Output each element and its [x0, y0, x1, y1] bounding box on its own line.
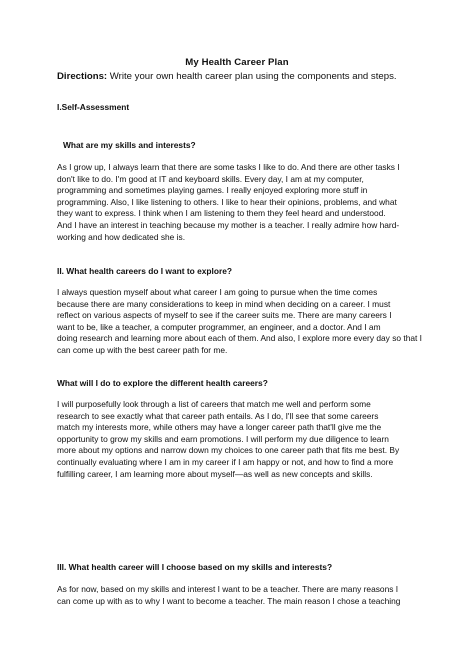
paragraph-line: they want to express. I think when I am listening to them they feel heard and understood.	[57, 208, 386, 219]
directions-text: Write your own health career plan using the components and steps.	[107, 71, 397, 82]
paragraph-line: more about my options and narrow down my choices to one career path that fits me best. By	[57, 445, 400, 456]
paragraph-line: As for now, based on my skills and interest I want to be a teacher. There are many reasons I	[57, 584, 399, 594]
paragraph-line: opportunity to grow my skills and earn promotions. I will perform my due diligence to learn	[57, 433, 389, 444]
paragraph-line: match my interests more, while others may have a longer career path that'll give me the	[57, 422, 382, 433]
directions-line	[57, 71, 430, 82]
paragraph-line: And I have an interest in teaching because my mother is a teacher. I really admire how hard-	[57, 219, 400, 230]
section-self-assessment-heading: I.Self-Assessment	[57, 102, 130, 112]
explore-actions-heading: What will I do to explore the different health careers?	[57, 378, 268, 388]
skills-interests-question: What are my skills and interests?	[63, 140, 196, 150]
paragraph-line: doing research and learning more about each of them. And also, I explore more every day so that I	[57, 333, 422, 344]
paragraph-line: programming and sometimes playing games. I really enjoyed exploring more stuff in	[57, 185, 368, 196]
paragraph-line: fulfilling career, I am learning more about myself—as well as new concepts and skills.	[57, 468, 373, 479]
paragraph-line: research to see exactly what that career path entails. As I do, I'll see that some careers	[57, 410, 379, 421]
paragraph-line: continually evaluating where I am in my career if I am happy or not, and how to find a more	[57, 456, 394, 467]
section-choose-career-heading: III. What health career will I choose based on my skills and interests?	[57, 562, 333, 572]
paragraph-line: can come up with the best career path for me.	[57, 344, 228, 355]
paragraph-line: programming. Also, I like listening to others. I like to hear their opinions, problems, and what	[57, 196, 397, 207]
section-explore-careers-heading: II. What health careers do I want to explore?	[57, 266, 232, 276]
skills-interests-paragraph	[57, 162, 430, 243]
document-title: My Health Career Plan	[185, 57, 289, 68]
paragraph-line: As I grow up, I always learn that there are some tasks I like to do. And there are other tasks I	[57, 162, 400, 172]
paragraph-line: don't like to do. I'm good at IT and keyboard skills. Every day, I am at my computer,	[57, 173, 364, 184]
paragraph-line: working and how dedicated she is.	[57, 231, 186, 242]
paragraph-line: I always question myself about what career I am going to pursue when the time comes	[57, 287, 378, 297]
paragraph-line: can come up with as to why I want to become a teacher. The main reason I chose a teaching	[57, 595, 401, 606]
explore-careers-paragraph	[57, 287, 430, 357]
directions-label: Directions:	[57, 71, 108, 82]
explore-actions-paragraph	[57, 399, 430, 480]
choose-career-paragraph	[57, 584, 430, 607]
paragraph-line: I will purposefully look through a list of careers that match me well and perform some	[57, 399, 371, 409]
paragraph-line: want to be, like a teacher, a computer programmer, an engineer, and a doctor. And I am	[57, 321, 381, 332]
paragraph-line: because there are many considerations to keep in mind when deciding on a career. I must	[57, 298, 391, 309]
paragraph-line: reflect on various aspects of myself to see if the career suits me. There are many careers I	[57, 310, 392, 321]
